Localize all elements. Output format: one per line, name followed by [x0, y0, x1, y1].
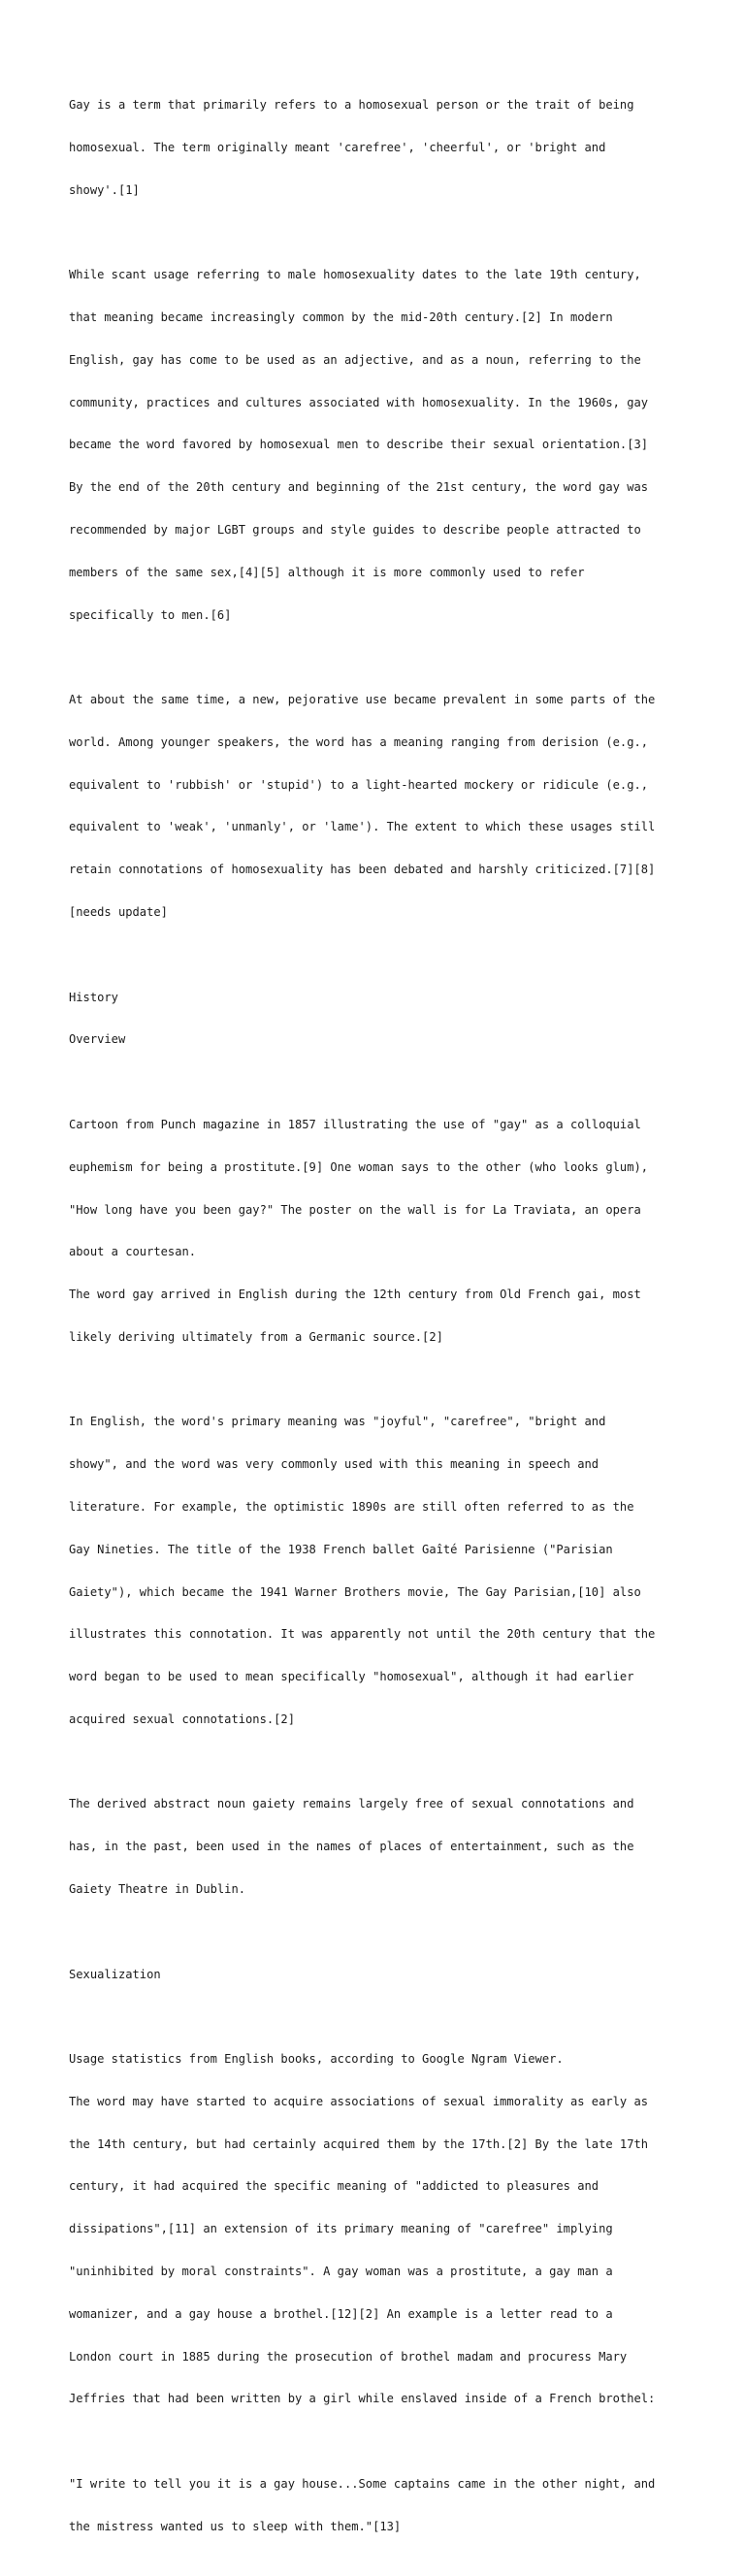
text-line: has, in the past, been used in the names of places of entertainment, such as the — [69, 1840, 634, 1854]
paragraph — [69, 240, 690, 650]
paragraph — [69, 1386, 690, 1754]
text-line: showy'.[1] — [69, 182, 140, 197]
text-line: Cartoon from Punch magazine in 1857 illustrating the use of "gay" as a colloquial — [69, 1117, 641, 1131]
text-line: members of the same sex,[4][5] although it is more commonly used to refer — [69, 565, 585, 579]
text-line: Gay Nineties. The title of the 1938 French ballet Gaîté Parisienne ("Parisian — [69, 1542, 613, 1556]
text-line: womanizer, and a gay house a brothel.[12][2] An example is a letter read to a — [69, 2306, 613, 2321]
text-line: recommended by major LGBT groups and style guides to describe people attracted to — [69, 523, 641, 537]
paragraph — [69, 665, 690, 948]
text-line: dissipations",[11] an extension of its primary meaning of "carefree" implying — [69, 2222, 613, 2236]
text-line: illustrates this connotation. It was apparently not until the 20th century that the — [69, 1627, 656, 1642]
heading-overview: Overview — [69, 1032, 126, 1047]
text-line: specifically to men.[6] — [69, 607, 232, 622]
section-heading — [69, 962, 690, 1075]
text-line: that meaning became increasingly common by the mid-20th century.[2] In modern — [69, 310, 613, 325]
text-line: At about the same time, a new, pejorative use became prevalent in some parts of the — [69, 693, 656, 707]
text-line: [needs update] — [69, 905, 168, 920]
text-line: became the word favored by homosexual men to describe their sexual orientation.[3] — [69, 438, 649, 452]
heading-sexualization: Sexualization — [69, 1967, 161, 1981]
section-heading — [69, 1939, 690, 2009]
text-line: In English, the word's primary meaning was "joyful", "carefree", "bright and — [69, 1415, 606, 1429]
text-line: Gaiety"), which became the 1941 Warner Brothers movie, The Gay Parisian,[10] also — [69, 1584, 641, 1599]
text-line: "How long have you been gay?" The poster on the wall is for La Traviata, an opera — [69, 1202, 641, 1217]
text-line: "I write to tell you it is a gay house...Some captains came in the other night, and — [69, 2476, 656, 2491]
text-line: The word may have started to acquire associations of sexual immorality as early as — [69, 2094, 649, 2108]
paragraph — [69, 70, 690, 226]
text-line: homosexual. The term originally meant 'carefree', 'cheerful', or 'bright and — [69, 140, 606, 154]
text-line: Usage statistics from English books, according to Google Ngram Viewer. — [69, 2052, 564, 2067]
text-line: London court in 1885 during the prosecution of brothel madam and procuress Mary — [69, 2349, 628, 2364]
text-line: about a courtesan. — [69, 1245, 197, 1259]
paragraph — [69, 1090, 690, 1373]
text-line: century, it had acquired the specific meaning of "addicted to pleasures and — [69, 2179, 599, 2194]
text-line: The word gay arrived in English during the 12th century from Old French gai, most — [69, 1288, 641, 1302]
quote-paragraph — [69, 2449, 690, 2562]
heading-history: History — [69, 990, 118, 1004]
paragraph — [69, 1769, 690, 1925]
text-line: By the end of the 20th century and beginning of the 21st century, the word gay was — [69, 480, 649, 495]
text-line: The derived abstract noun gaiety remains largely free of sexual connotations and — [69, 1797, 634, 1811]
text-line: acquired sexual connotations.[2] — [69, 1712, 295, 1726]
text-line: Gaiety Theatre in Dublin. — [69, 1882, 246, 1896]
paragraph — [69, 2024, 690, 2434]
text-line: Jeffries that had been written by a girl while enslaved inside of a French brothel: — [69, 2392, 656, 2406]
text-line: English, gay has come to be used as an adjective, and as a noun, referring to the — [69, 352, 641, 367]
text-line: literature. For example, the optimistic 1890s are still often referred to as the — [69, 1499, 634, 1514]
text-line: community, practices and cultures associated with homosexuality. In the 1960s, gay — [69, 395, 649, 409]
text-line: world. Among younger speakers, the word has a meaning ranging from derision (e.g., — [69, 734, 649, 749]
text-line: word began to be used to mean specifically "homosexual", although it had earlier — [69, 1670, 634, 1684]
text-line: equivalent to 'rubbish' or 'stupid') to a light-hearted mockery or ridicule (e.g., — [69, 777, 649, 792]
text-line: equivalent to 'weak', 'unmanly', or 'lame'). The extent to which these usages still — [69, 820, 656, 834]
text-line: retain connotations of homosexuality has been debated and harshly criticized.[7][8] — [69, 863, 656, 877]
text-line: the 14th century, but had certainly acquired them by the 17th.[2] By the late 17th — [69, 2136, 649, 2151]
text-line: Gay is a term that primarily refers to a homosexual person or the trait of being — [69, 98, 634, 113]
text-line: the mistress wanted us to sleep with them."[13] — [69, 2519, 402, 2533]
text-line: euphemism for being a prostitute.[9] One woman says to the other (who looks glum), — [69, 1159, 649, 1174]
text-line: showy", and the word was very commonly used with this meaning in speech and — [69, 1457, 599, 1472]
text-line: While scant usage referring to male homosexuality dates to the late 19th century, — [69, 268, 641, 282]
text-line: "uninhibited by moral constraints". A gay woman was a prostitute, a gay man a — [69, 2265, 613, 2279]
document-page — [69, 70, 690, 2576]
text-line: likely deriving ultimately from a Germanic source.[2] — [69, 1329, 443, 1344]
